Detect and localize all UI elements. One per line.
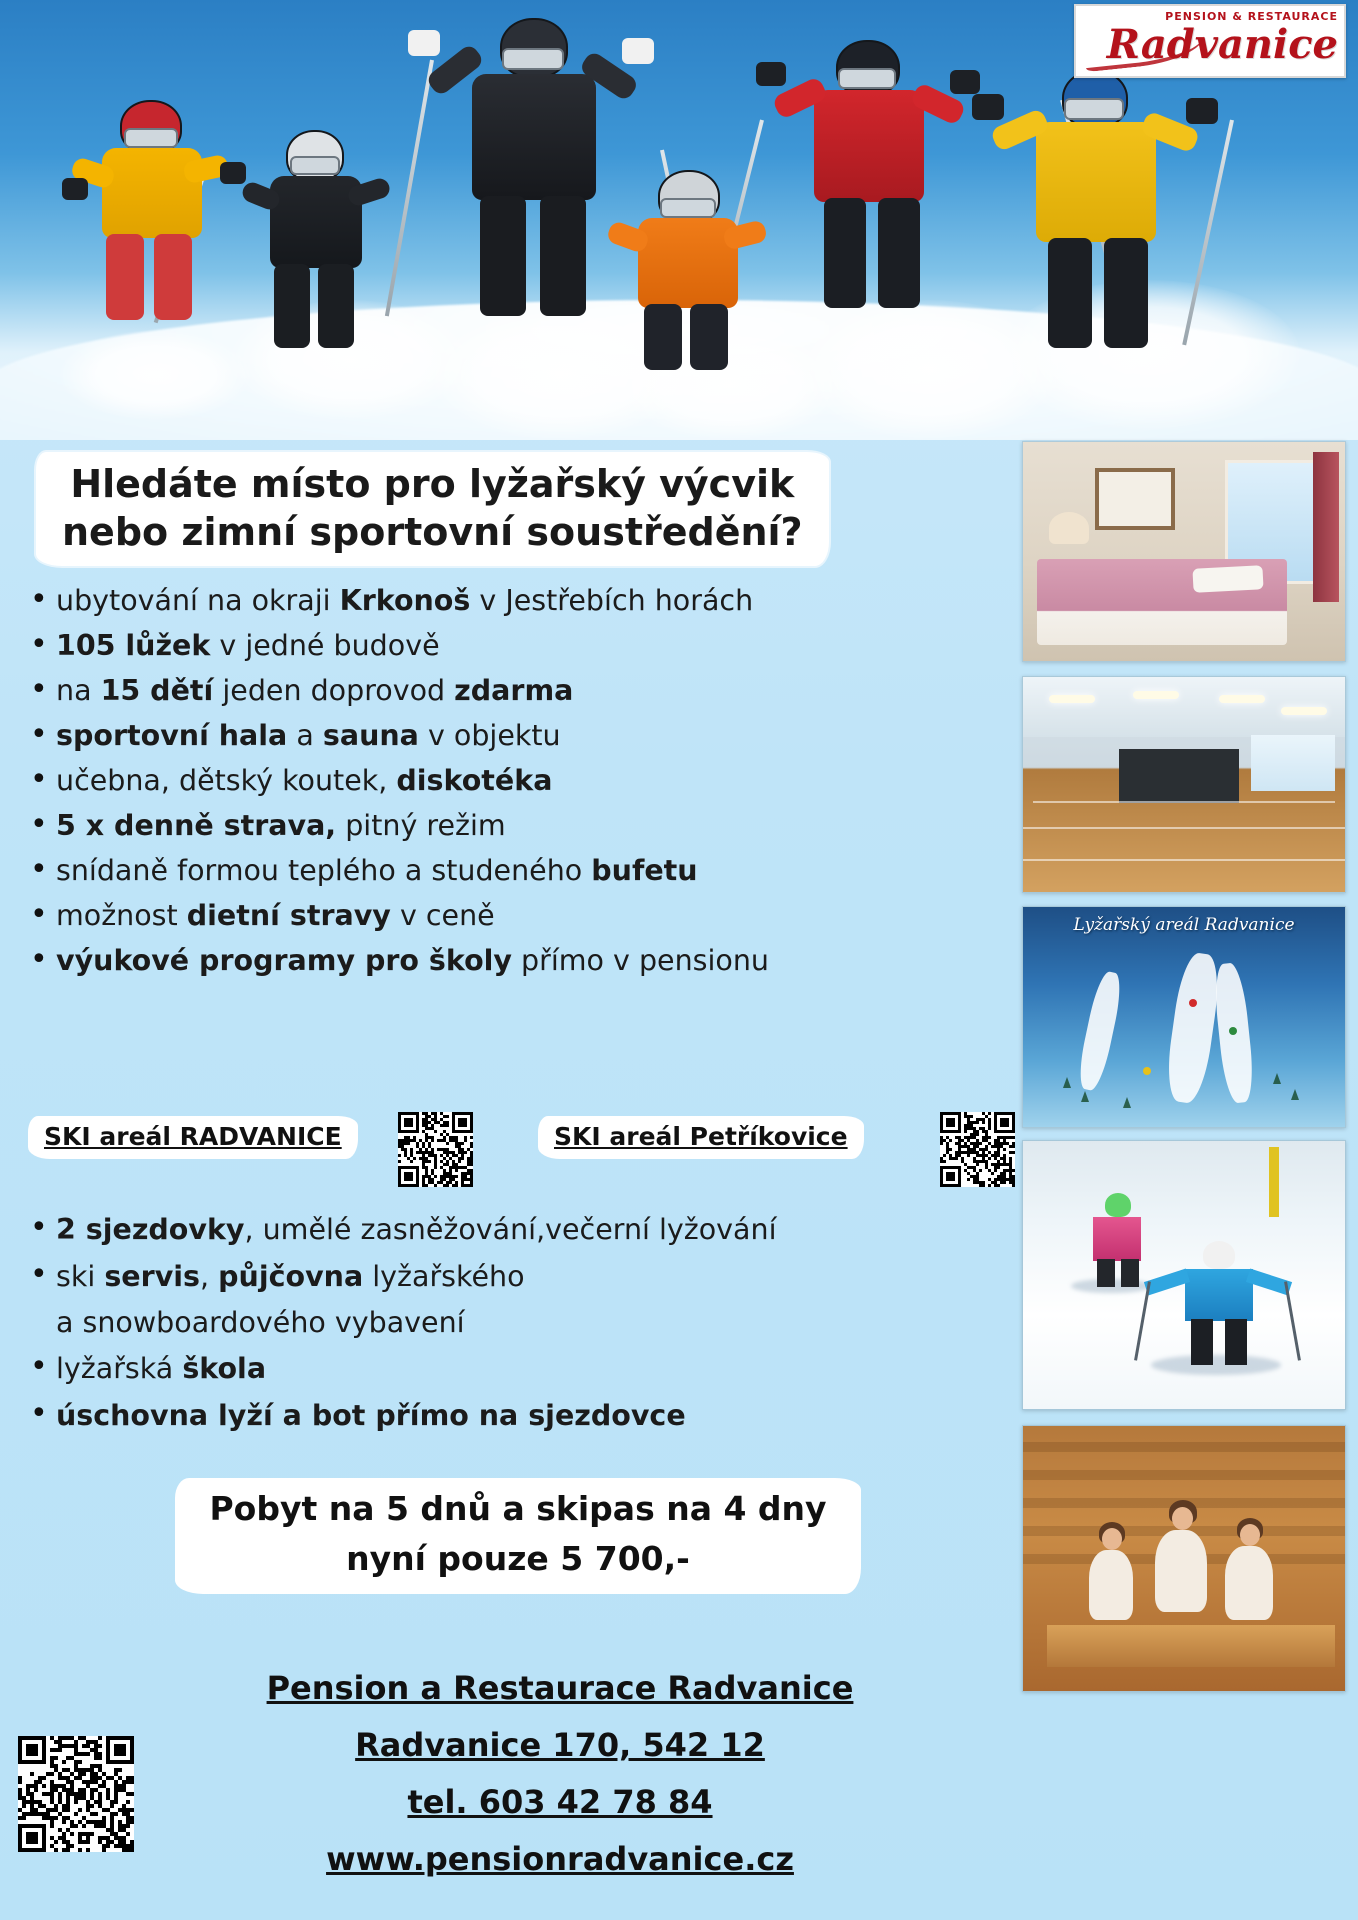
leg-left (1048, 238, 1092, 348)
glove-left (408, 30, 440, 56)
leg-right (540, 196, 586, 316)
skier-orange-front (620, 170, 780, 380)
contact-name: Pension a Restaurace Radvanice (266, 1669, 854, 1707)
headline-brush-bg (36, 452, 829, 566)
sauna-person (1219, 1518, 1283, 1638)
glove-right (220, 162, 246, 184)
photo-sauna (1022, 1425, 1346, 1692)
logo-pension-radvanice (1074, 4, 1346, 78)
contact-address: Radvanice 170, 542 12 (355, 1726, 765, 1764)
price-line-1: Pobyt na 5 dnů a skipas na 4 dny (209, 1489, 827, 1528)
feature-list (10, 578, 1010, 983)
logo-subtitle: PENSION & RESTAURACE (1165, 10, 1338, 23)
photo-sports-hall (1022, 676, 1346, 893)
goggles-icon (1064, 98, 1124, 120)
list-item: • 105 lůžek v jedné budově (10, 623, 1010, 668)
lift-pole (1269, 1147, 1279, 1217)
leg-right (690, 304, 728, 370)
list-item: • úschovna lyží a bot přímo na sjezdovce (10, 1392, 1010, 1439)
logo-title: Radvanice (1106, 21, 1338, 68)
glove-left (62, 178, 88, 200)
ski-area-petrikovice-label (538, 1116, 864, 1159)
map-tree (1081, 1091, 1089, 1102)
skier-red (790, 40, 970, 340)
map-tree (1273, 1073, 1281, 1084)
towel (1155, 1530, 1207, 1612)
price-brush-bg (175, 1478, 860, 1594)
skier-kid-blue (1163, 1241, 1273, 1371)
leg-left (824, 198, 866, 308)
headline-block (36, 452, 998, 566)
photo-room (1022, 441, 1346, 662)
price-line-2: nyní pouze 5 700,- (346, 1539, 690, 1578)
room-pillow (1192, 565, 1263, 593)
skier-yellow-right (1010, 60, 1210, 360)
glove-right (1186, 98, 1218, 124)
leg-right (1121, 1259, 1139, 1287)
glove-left (972, 94, 1004, 120)
ski-feature-list (10, 1206, 1010, 1439)
list-item: • učebna, dětský koutek, diskotéka (10, 758, 1010, 803)
sauna-plank (1023, 1442, 1345, 1452)
list-item: • ski servis, půjčovna lyžařského (10, 1253, 1010, 1300)
list-item: • ubytování na okraji Krkonoš v Jestřebích horách (10, 578, 1010, 623)
hall-light (1049, 695, 1095, 703)
head (1102, 1528, 1122, 1550)
price-block (92, 1478, 944, 1594)
list-item: • na 15 dětí jeden doprovod zdarma (10, 668, 1010, 713)
list-item: • možnost dietní stravy v ceně (10, 893, 1010, 938)
headline-line-2: nebo zimní sportovní soustředění? (62, 510, 803, 554)
sauna-plank (1023, 1470, 1345, 1480)
helmet-icon (1203, 1241, 1235, 1269)
headline-line-1: Hledáte místo pro lyžařský výcvik (70, 462, 795, 506)
glove-right (622, 38, 654, 64)
hall-floor-line (1023, 859, 1345, 861)
qr-code-ski-radvanice[interactable] (398, 1112, 473, 1187)
jacket (1185, 1269, 1253, 1321)
leg-right (318, 264, 354, 348)
contact-website[interactable]: www.pensionradvanice.cz (326, 1840, 794, 1878)
hall-light (1133, 691, 1179, 699)
leg-left (1191, 1319, 1213, 1365)
helmet-icon (1105, 1193, 1131, 1217)
list-item: • 5 x denně strava, pitný režim (10, 803, 1010, 848)
jacket (1036, 122, 1156, 242)
contact-block (140, 1660, 980, 1888)
list-item: • sportovní hala a sauna v objektu (10, 713, 1010, 758)
room-curtain (1313, 452, 1339, 602)
jacket (814, 90, 924, 202)
map-marker (1189, 999, 1197, 1007)
sauna-person (1149, 1500, 1213, 1630)
hall-light (1281, 707, 1327, 715)
map-tree (1063, 1077, 1071, 1088)
room-wall-picture (1095, 468, 1175, 530)
towel (1089, 1550, 1133, 1620)
leg-left (1097, 1259, 1115, 1287)
goggles-icon (660, 198, 716, 218)
ski-area-radvanice-label (28, 1116, 358, 1159)
skier-yellow-left (80, 100, 250, 360)
leg-left (644, 304, 682, 370)
map-tree (1291, 1089, 1299, 1100)
list-item: • 2 sjezdovky, umělé zasněžování,večerní lyžování (10, 1206, 1010, 1253)
leg-left (106, 234, 144, 320)
photo-ski-map (1022, 906, 1346, 1128)
hall-windows (1251, 735, 1335, 791)
head (1240, 1524, 1260, 1546)
photo-slope-kids (1022, 1140, 1346, 1410)
sauna-person (1081, 1522, 1141, 1632)
contact-phone[interactable]: tel. 603 42 78 84 (407, 1783, 713, 1821)
jacket (472, 74, 596, 200)
hall-floor-line (1023, 827, 1345, 829)
ski-areas-row (10, 1110, 1020, 1190)
jacket (1093, 1217, 1141, 1261)
leg-left (274, 264, 310, 348)
glove-right (950, 70, 980, 94)
towel (1225, 1546, 1273, 1620)
skier-black-center (440, 18, 640, 348)
map-title: Lyžařský areál Radvanice (1073, 915, 1295, 935)
leg-right (1104, 238, 1148, 348)
leg-left (480, 196, 526, 316)
hall-light (1219, 695, 1265, 703)
map-tree (1123, 1097, 1131, 1108)
leg-right (154, 234, 192, 320)
list-item: • lyžařská škola (10, 1345, 1010, 1392)
skier-kid-pink (1083, 1193, 1153, 1285)
map-marker (1229, 1027, 1237, 1035)
leg-right (1225, 1319, 1247, 1365)
jacket (270, 176, 362, 268)
list-item-continuation: a snowboardového vybavení (56, 1306, 465, 1339)
ski-area-petrikovice-text: SKI areál Petříkovice (554, 1122, 848, 1151)
qr-code-pension[interactable] (18, 1736, 134, 1852)
hall-stage (1119, 749, 1239, 803)
room-lamp (1049, 512, 1089, 544)
leg-right (878, 198, 920, 308)
goggles-icon (502, 48, 564, 70)
goggles-icon (124, 128, 178, 148)
map-marker (1143, 1067, 1151, 1075)
goggles-icon (290, 156, 340, 175)
qr-code-ski-petrikovice[interactable] (940, 1112, 1015, 1187)
list-item: • snídaně formou teplého a studeného bufetu (10, 848, 1010, 893)
jacket (638, 218, 738, 308)
skier-black-second (252, 130, 412, 370)
head (1172, 1507, 1193, 1530)
list-item: • výukové programy pro školy přímo v pensionu (10, 938, 1010, 983)
goggles-icon (838, 68, 896, 89)
hall-floor-line (1033, 801, 1335, 803)
ski-area-radvanice-text: SKI areál RADVANICE (44, 1122, 342, 1151)
glove-left (756, 62, 786, 86)
